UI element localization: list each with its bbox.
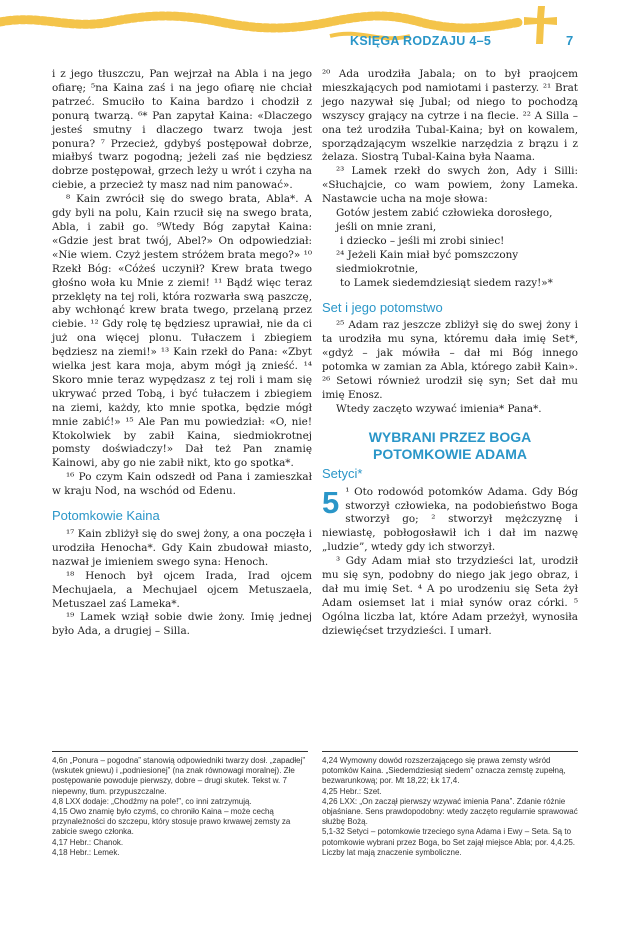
paragraph — [322, 486, 578, 556]
poem-line: jeśli on mnie zrani, — [336, 220, 437, 233]
paragraph: ¹⁷ Kain zbliżył się do swej żony, a ona poczęła i urodziła Henocha*. Gdy Kain zbudował miasto, nazwał je imieniem swego syna: Henoch. — [52, 528, 312, 568]
footnote: 4,8 LXX dodaje: „Chodźmy na pole!”, co inni zatrzymują. — [52, 796, 252, 806]
major-heading-line: POTOMKOWIE ADAMA — [373, 445, 527, 462]
footnote: 4,6n „Ponura – pogodna” stanowią odpowiedniki twarzy dosł. „zapadłej” (wskutek gniewu) i „podniesionej” (na znak równowagi moralnej). Złe postępowanie powoduje pierwszy, dobre – drugi skutek. Tekst w. 7 niepewny, tłum. przypuszczalne. — [52, 756, 306, 796]
section-heading: Setyci* — [322, 465, 363, 481]
paragraph: ¹⁶ Po czym Kain odszedł od Pana i zamieszkał w kraju Nod, na wschód od Edenu. — [52, 471, 312, 498]
footnotes-right — [322, 756, 578, 858]
footnote: 4,18 Hebr.: Lemek. — [52, 847, 120, 857]
major-heading — [322, 429, 578, 463]
paragraph: ¹⁸ Henoch był ojcem Irada, Irad ojcem Mechujaela, a Mechujael ojcem Metuszaela, Metuszael zaś Lameka*. — [52, 569, 312, 610]
paragraph-text: ¹ Oto rodowód potomków Adama. Gdy Bóg stworzył człowieka, na podobieństwo Boga stworzył go; ² stworzył mężczyznę i niewiastę, pobłogosławił ich i dał im nazwę „ludzie”, wtedy gdy ich stworzył. — [322, 485, 578, 554]
poem-line: to Lamek siedemdziesiąt siedem razy!»* — [340, 276, 553, 289]
page-number: 7 — [566, 33, 574, 48]
right-column — [322, 68, 578, 639]
paragraph: ²⁵ Adam raz jeszcze zbliżył się do swej żony i ta urodziła mu syna, któremu dała imię Set*, «gdyż – jak mówiła – dał mi Bóg innego potomka w zamian za Abla, którego zabił Kain». ²⁶ Setowi również urodził się syn; Set dał mu imię Enosz. — [322, 319, 578, 401]
paragraph: Wtedy zaczęto wzywać imienia* Pana*. — [336, 402, 542, 415]
poem-line: Gotów jestem zabić człowieka dorosłego, — [336, 207, 553, 220]
paragraph: ³ Gdy Adam miał sto trzydzieści lat, urodził mu się syn, podobny do niego jak jego obraz, i dał mu imię Set. ⁴ A po urodzeniu się Seta żył Adam osiemset lat i miał synów oraz córki. ⁵ Ogólna liczba lat, które Adam przeżył, wynosiła dziewięćset trzydzieści. I umarł. — [322, 555, 578, 637]
footnotes-left — [52, 756, 308, 858]
footnote: 5,1-32 Setyci – potomkowie trzeciego syna Adama i Ewy – Seta. Są to potomkowie wybrani przez Boga, bo Set zajął miejsce Abla; por. 4,4.25. Liczby lat mają znaczenie symboliczne. — [322, 827, 576, 857]
page-header — [0, 0, 618, 62]
paragraph: i z jego tłuszczu, Pan wejrzał na Abla i na jego ofiarę; ⁵na Kaina zaś i na jego ofiarę nie chciał patrzeć. Smuciło to Kaina bardzo i chodził z ponurą twarzą. ⁶* Pan zapytał Kaina: «Dlaczego jesteś smutny i dlaczego twarz twoja jest ponura? ⁷ Przecież, gdybyś postępował dobrze, miałbyś twarz pogodną; jeżeli zaś nie będziesz dobrze postępował, grzech leży u wrót i czyha na ciebie, a przecież ty masz nad nim panować». — [52, 68, 312, 192]
chapter-number: 5 — [322, 484, 340, 520]
footnote: 4,25 Hebr.: Szet. — [322, 786, 382, 796]
section-heading: Set i jego potomstwo — [322, 299, 443, 315]
paragraph: ²⁰ Ada urodziła Jabala; on to był praojcem mieszkających pod namiotami i pasterzy. ²¹ Brat jego nazywał się Jubal; od niego to pochodzą wszyscy grający na cytrze i na flecie. ²² A Silla – ona też urodziła Tubal-Kaina; był on kowalem, sporządzającym wszelkie narzędzia z brązu i z żelaza. Siostrą Tubal-Kaina była Naama. — [322, 68, 578, 164]
paragraph: ²³ Lamek rzekł do swych żon, Ady i Silli: «Słuchajcie, co wam powiem, żony Lameka. Nastawcie ucha na moje słowa: — [322, 165, 578, 206]
poem — [322, 207, 578, 290]
footnote: 4,15 Owo znamię było czymś, co chroniło Kaina – może cechą przynależności do szczepu, który stosuje prawo krwawej zemsty za zabicie swego członka. — [52, 807, 291, 837]
section-heading: Potomkowie Kaina — [52, 508, 160, 524]
cross-icon — [521, 4, 561, 48]
poem-line: ²⁴ Jeżeli Kain miał być pomszczony siedmiokrotnie, — [336, 248, 519, 275]
paragraph: ¹⁹ Lamek wziął sobie dwie żony. Imię jednej było Ada, a drugiej – Silla. — [52, 611, 312, 638]
major-heading-line: WYBRANI PRZEZ BOGA — [368, 428, 532, 445]
poem-line: i dziecko – jeśli mi zrobi siniec! — [340, 234, 505, 247]
footnote-rule — [322, 751, 578, 752]
footnote: 4,24 Wymowny dowód rozszerzającego się prawa zemsty wśród potomków Kaina. „Siedemdziesiąt siedem” oznacza zemstę zupełną, bezwarunkową; por. Mt 18,22; Łk 17,4. — [322, 756, 566, 786]
footnote: 4,17 Hebr.: Chanok. — [52, 837, 124, 847]
footnote: 4,26 LXX: „On zaczął pierwszy wzywać imienia Pana”. Zdanie różnie objaśniane. Sens prawdopodobny: wtedy zaczęto regularnie sprawować służbę Bożą. — [322, 796, 578, 827]
paragraph: ⁸ Kain zwrócił się do swego brata, Abla*. A gdy byli na polu, Kain rzucił się na swego brata, Abla, i zabił go. ⁹Wtedy Bóg zapytał Kaina: «Gdzie jest brat twój, Abel?» On odpowiedział: «Nie wiem. Czyż jestem stróżem brata mego?» ¹⁰ Rzekł Bóg: «Cóżeś uczynił? Krew brata twego głośno woła ku Mnie z ziemi! ¹¹ Bądź więc teraz przeklęty na tej roli, która rozwarła swą paszczę, aby wchłonąć krew brata twego, przelaną przez ciebie. ¹² Gdy rolę tę będziesz uprawiał, nie da ci już ona więcej plonu. Tułaczem i zbiegiem będziesz na ziemi!» ¹³ Kain rzekł do Pana: «Zbyt wielka jest kara moja, abym mógł ją znieść. ¹⁴ Skoro mnie teraz wypędzasz z tej roli i mam się ukrywać przed Tobą, i być tułaczem i zbiegiem na ziemi, każdy, kto mnie spotka, będzie mógł mnie zabić!» ¹⁵ Ale Pan mu powiedział: «O, nie! Ktokolwiek by zabił Kaina, siedmiokrotnej pomsty doświadczy!» Dał też Pan znamię Kainowi, aby go nie zabił nikt, kto go spotka*. — [52, 193, 312, 470]
left-column — [52, 68, 312, 639]
footnote-rule — [52, 751, 308, 752]
running-head: KSIĘGA RODZAJU 4–5 — [350, 34, 492, 48]
